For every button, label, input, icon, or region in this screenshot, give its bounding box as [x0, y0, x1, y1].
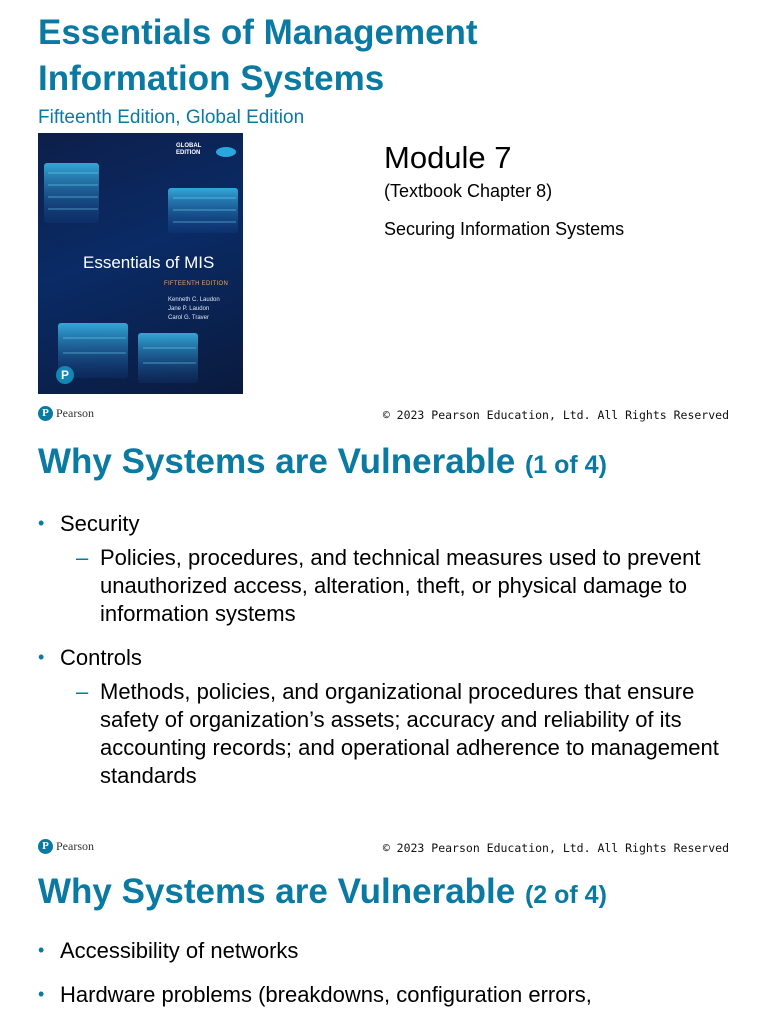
- book-title-line2: Information Systems: [38, 59, 385, 98]
- book-title: [38, 10, 478, 102]
- list-item: • Accessibility of networks: [38, 937, 738, 965]
- slide-title: [38, 442, 607, 482]
- slide-part-label: (1 of 4): [524, 451, 607, 479]
- list-item: • Security – Policies, procedures, and technical measures used to prevent unauthorized access, alteration, theft, or physical damage to information systems: [38, 510, 738, 628]
- pearson-wordmark: Pearson: [56, 406, 94, 420]
- topic-label: Securing Information Systems: [384, 219, 625, 239]
- list-item: • Controls – Methods, policies, and organizational procedures that ensure safety of organization’s assets; accuracy and reliability of its accounting records; and operational adherence to management standards: [38, 644, 738, 790]
- module-title: Module 7: [384, 140, 512, 175]
- cover-badge-text: GLOBAL EDITION: [176, 143, 202, 156]
- bullet-list: [38, 510, 738, 806]
- pearson-logo-icon: P: [38, 406, 53, 421]
- slide-title-text: Why Systems are Vulnerable: [38, 872, 516, 911]
- pearson-wordmark: Pearson: [56, 839, 94, 853]
- bullet-list: [38, 937, 738, 1025]
- cover-edition: FIFTEENTH EDITION: [164, 281, 229, 287]
- slide-part-label: (2 of 4): [524, 881, 607, 909]
- cover-title: Essentials of MIS: [83, 253, 215, 272]
- pearson-logo: [38, 406, 94, 421]
- sub-list-item: – Policies, procedures, and technical measures used to prevent unauthorized access, alteration, theft, or physical damage to information systems: [60, 544, 738, 628]
- sub-list-item: – Methods, policies, and organizational procedures that ensure safety of organization’s assets; accuracy and reliability of its accounting records; and operational adherence to management standards: [60, 678, 738, 790]
- pearson-logo: [38, 839, 94, 854]
- book-cover-image: [38, 133, 243, 394]
- slide-title: [38, 872, 607, 912]
- list-item: • Hardware problems (breakdowns, configuration errors,: [38, 981, 738, 1009]
- cover-globe-icon: [216, 147, 236, 157]
- title-slide: [0, 0, 768, 432]
- copyright-notice: © 2023 Pearson Education, Ltd. All Rights Reserved: [382, 841, 729, 855]
- pearson-logo-icon: P: [38, 839, 53, 854]
- copyright-notice: © 2023 Pearson Education, Ltd. All Rights Reserved: [382, 408, 729, 422]
- slide-vulnerable-1: [0, 432, 768, 864]
- edition-subtitle: Fifteenth Edition, Global Edition: [38, 107, 305, 128]
- book-title-line1: Essentials of Management: [38, 13, 478, 52]
- cover-pearson-logo-icon: P: [56, 366, 74, 384]
- slide-title-text: Why Systems are Vulnerable: [38, 442, 516, 481]
- cover-authors: Kenneth C. Laudon Jane P. Laudon Carol G. Traver: [168, 297, 220, 321]
- slide-vulnerable-2: [0, 864, 768, 1024]
- chapter-label: (Textbook Chapter 8): [384, 181, 553, 201]
